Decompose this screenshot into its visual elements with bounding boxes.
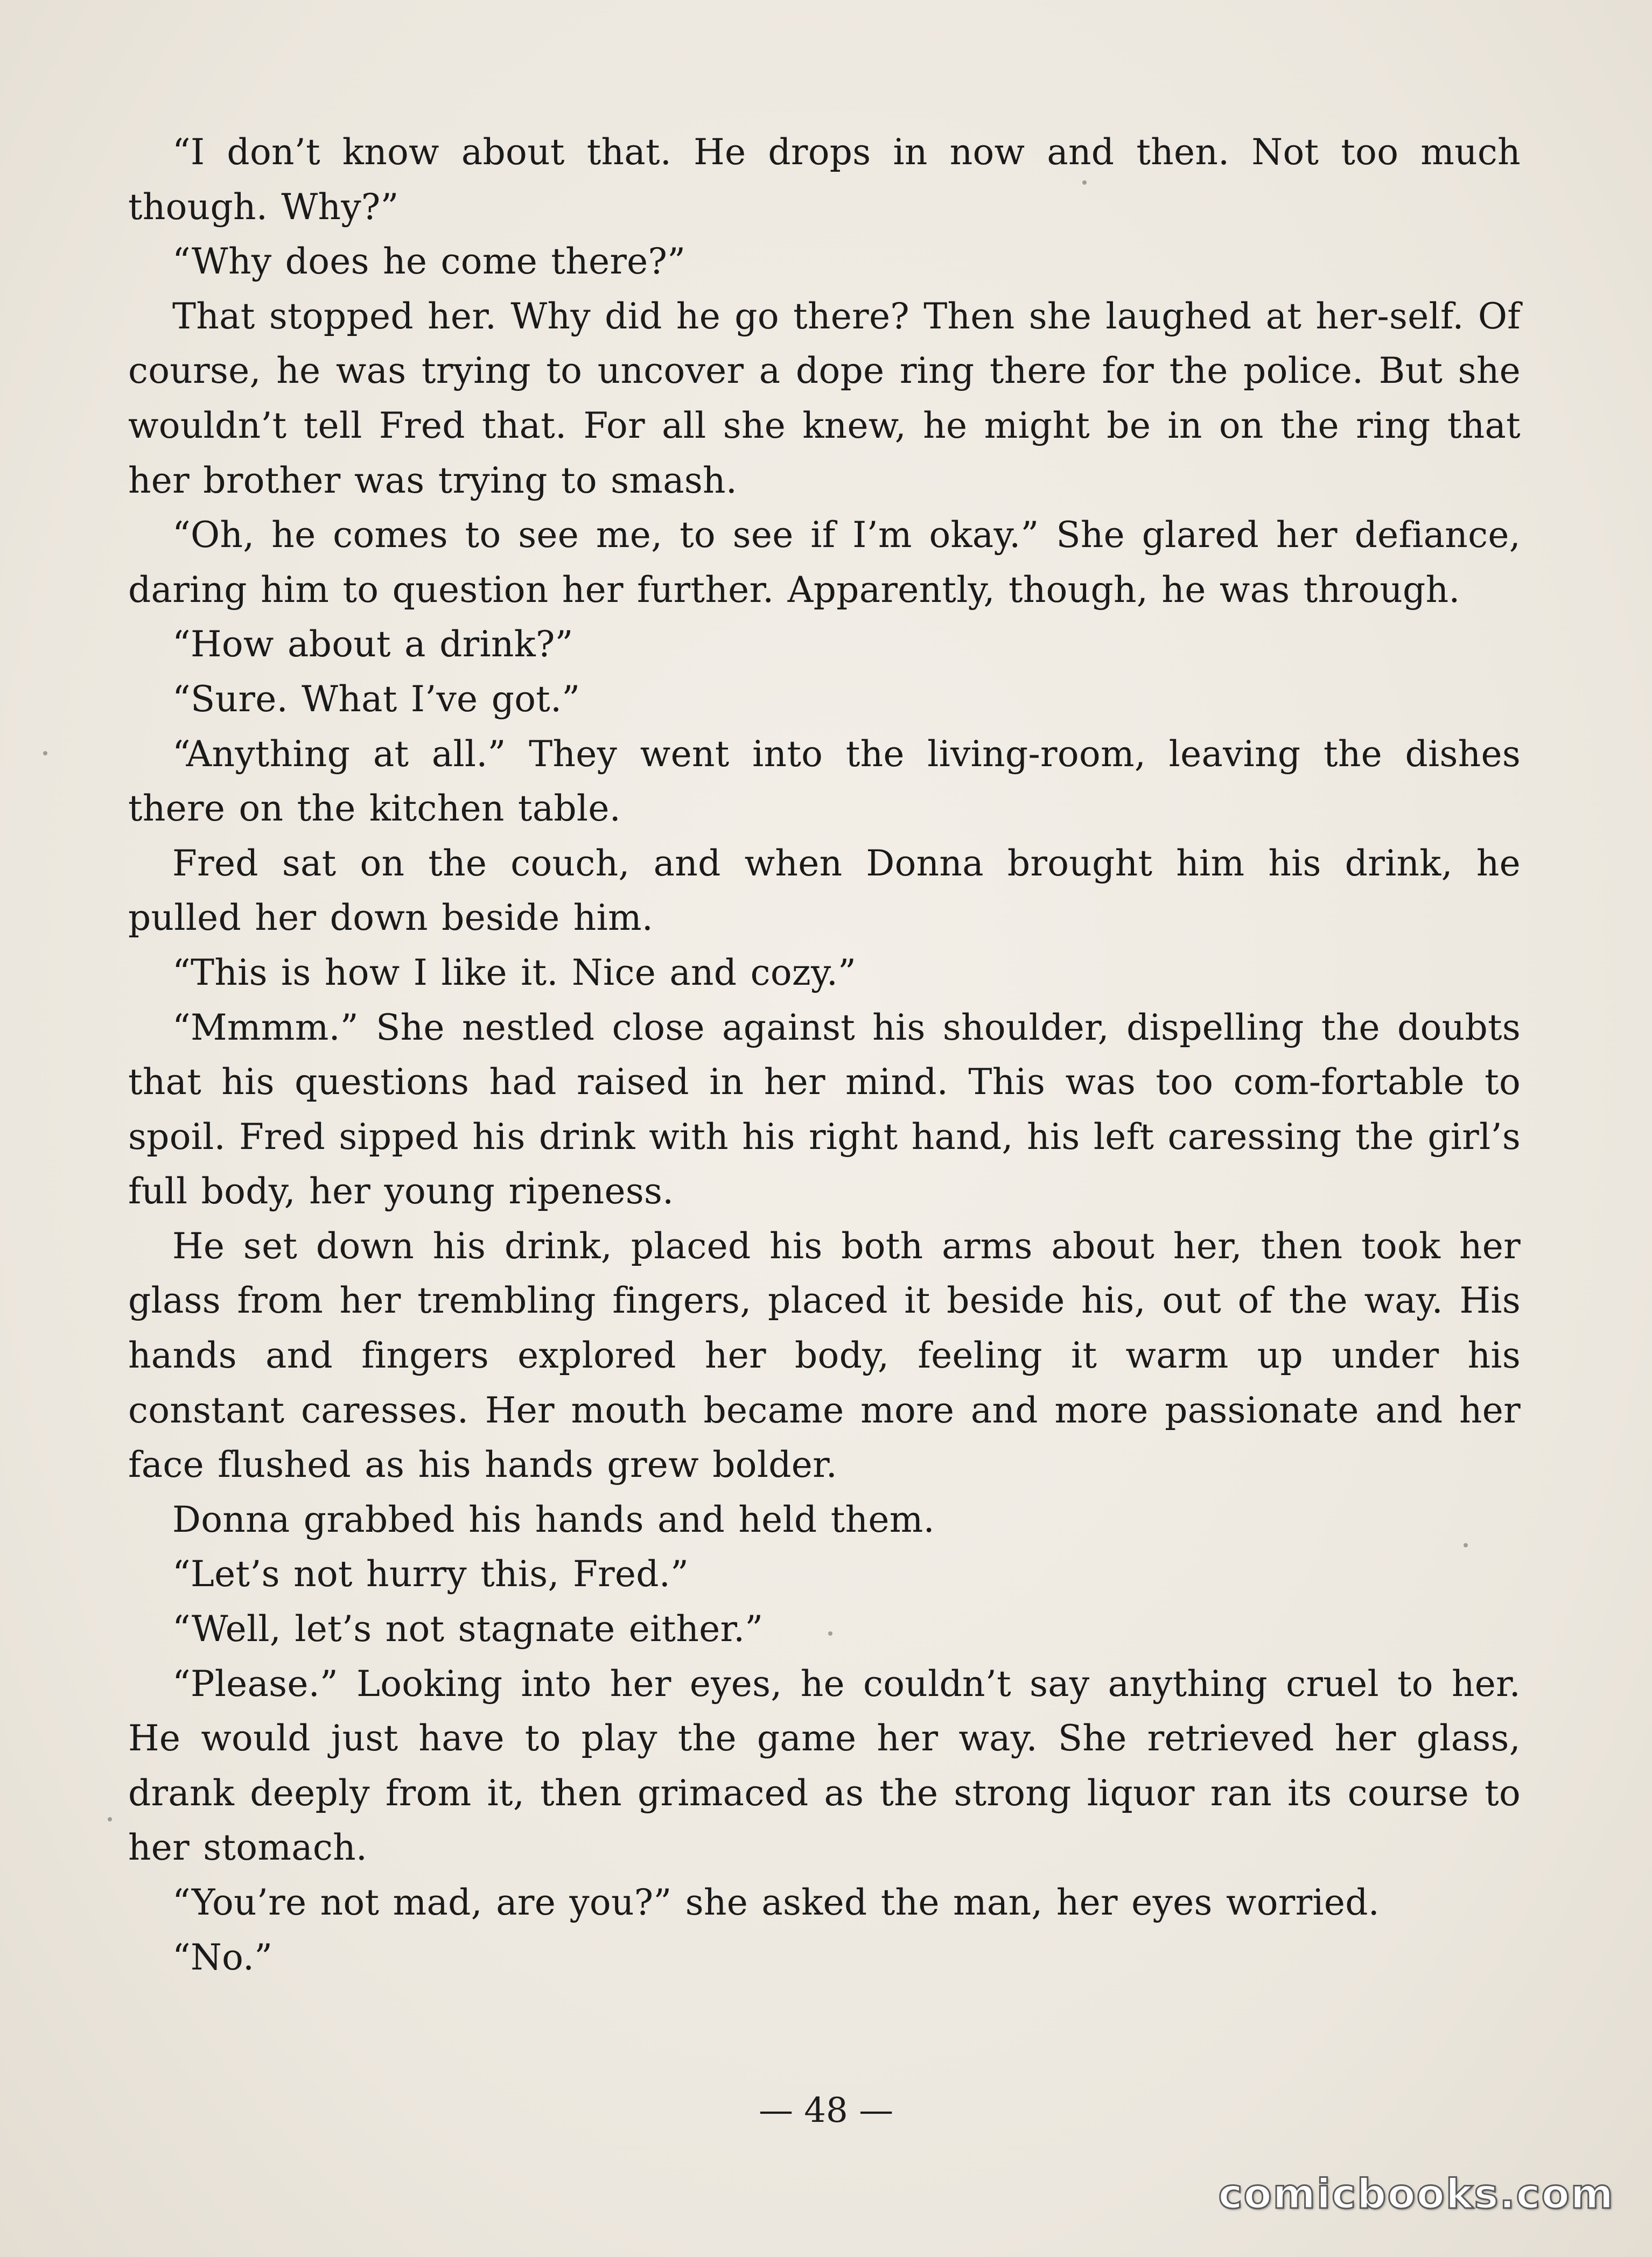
paragraph: “Mmmm.” She nestled close against his shoulder, dispelling the doubts that his questions had raised in her mind. This was too com-fortable to spoil. Fred sipped his drink with his right hand, his left caressing the girl’s full body, her young ripeness. [128, 1006, 1521, 1212]
paragraph: “Sure. What I’ve got.” [172, 678, 580, 720]
paragraph: “I don’t know about that. He drops in now and then. Not too much though. Why?” [128, 131, 1521, 228]
paragraph: That stopped her. Why did he go there? Then she laughed at her-self. Of course, he was trying to uncover a dope ring there for the police. But she wouldn’t tell Fred that. For all she knew, he might be in on the ring that her brother was trying to smash. [128, 295, 1521, 501]
paper-speck [828, 1631, 832, 1636]
paragraph: “Let’s not hurry this, Fred.” [172, 1553, 689, 1595]
paragraph: “How about a drink?” [172, 623, 573, 665]
paragraph: “This is how I like it. Nice and cozy.” [172, 951, 857, 993]
paragraph: “No.” [172, 1936, 273, 1978]
paragraph: Donna grabbed his hands and held them. [172, 1498, 935, 1540]
paper-speck [108, 1817, 112, 1821]
paper-speck [1464, 1543, 1468, 1547]
paragraph: “You’re not mad, are you?” she asked the man, her eyes worried. [172, 1882, 1380, 1923]
paper-speck [1082, 180, 1087, 185]
paragraph: “Please.” Looking into her eyes, he couldn’t say anything cruel to her. He would just have to play the game her way. She retrieved her glass, drank deeply from it, then grimaced as the strong liquor ran its course to her stomach. [128, 1663, 1521, 1869]
paragraph: “Oh, he comes to see me, to see if I’m okay.” She glared her defiance, daring him to question her further. Apparently, though, he was through. [128, 514, 1521, 611]
paragraph: “Why does he come there?” [172, 241, 686, 283]
paper-speck [43, 751, 47, 755]
body-text [128, 125, 1521, 1985]
paragraph: “Anything at all.” They went into the living-room, leaving the dishes there on the kitchen table. [128, 733, 1521, 830]
paragraph: “Well, let’s not stagnate either.” [172, 1608, 764, 1650]
watermark-logo: comicbooks.com [1218, 2170, 1614, 2218]
page-number: — 48 — [758, 2091, 894, 2130]
paragraph: He set down his drink, placed his both arms about her, then took her glass from her trembling fingers, placed it beside his, out of the way. His hands and fingers explored her body, feeling it warm up under his constant caresses. Her mouth became more and more passionate and her face flushed as his hands grew bolder. [128, 1225, 1521, 1486]
paragraph: Fred sat on the couch, and when Donna brought him his drink, he pulled her down beside him. [128, 842, 1521, 939]
